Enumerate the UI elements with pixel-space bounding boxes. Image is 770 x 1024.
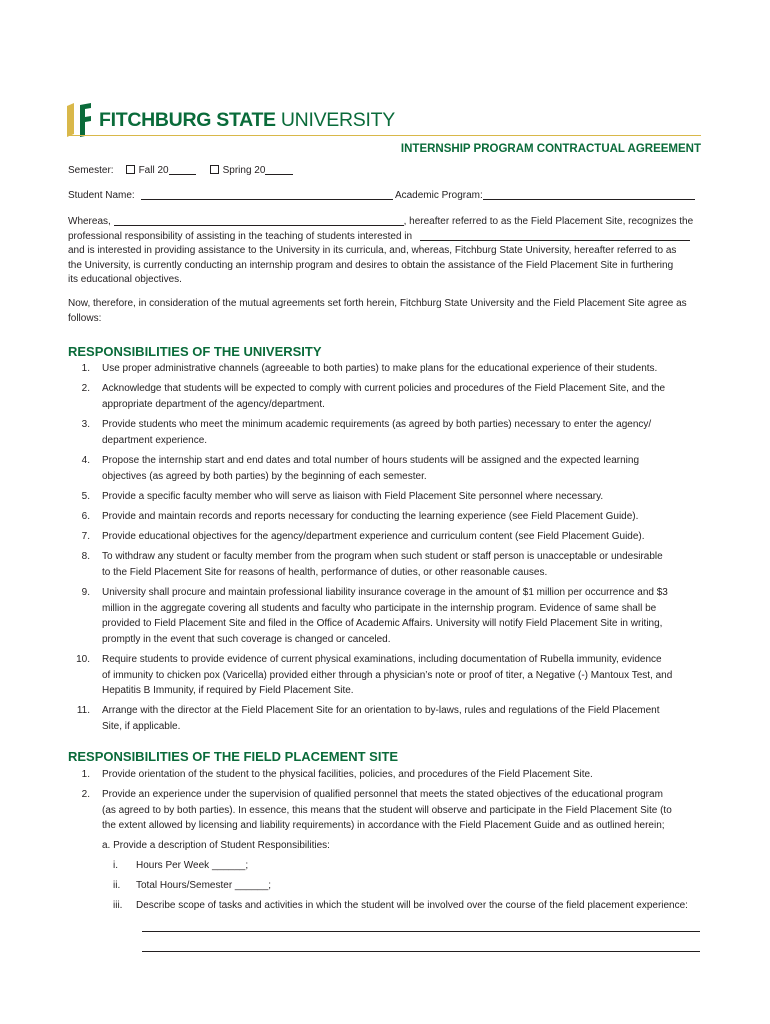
spring-year-field[interactable] [265, 165, 293, 175]
spring-checkbox[interactable] [210, 165, 219, 174]
spring-label: Spring 20 [222, 165, 266, 176]
semester-label: Semester: [68, 165, 114, 176]
student-name-field[interactable] [141, 190, 393, 200]
university-item-number: 7. [81, 531, 90, 542]
site-item-number: 2. [81, 789, 90, 800]
fall-checkbox[interactable] [126, 165, 135, 174]
university-item-text [102, 417, 702, 448]
university-item-line: Site, if applicable. [102, 720, 181, 732]
university-item-number: 5. [81, 491, 90, 502]
logo-bold-text: FITCHBURG STATE [99, 109, 276, 131]
whereas-line-3: and is interested in providing assistance to the University in its curricula, and, whereas, Fitchburg State University, hereafter referred to as [68, 245, 677, 256]
university-item-line: objectives (as agreed by both parties) by the beginning of each semester. [102, 470, 427, 482]
university-item-number: 8. [81, 551, 90, 562]
university-item-line: Hepatitis B Immunity, if required by Field Placement Site. [102, 685, 354, 697]
student-name-label: Student Name: [68, 190, 135, 201]
university-item-number: 1. [81, 363, 90, 374]
university-item-line: Provide a specific faculty member who will serve as liaison with Field Placement Site personnel where necessary. [102, 491, 604, 502]
university-logo [67, 103, 397, 137]
scope-answer-line-1[interactable] [142, 931, 700, 932]
university-item-line: To withdraw any student or faculty member from the program when such student or staff person is unacceptable or undesirable [102, 551, 663, 562]
university-item-line: department experience. [102, 434, 208, 446]
university-item-text [102, 703, 702, 734]
university-item-text [102, 381, 702, 412]
whereas-line-5: its educational objectives. [68, 274, 182, 285]
whereas-line-4: the University, is currently conducting an internship program and desires to obtain the assistance of the Field Placement Site in furthering [68, 260, 674, 271]
university-item-number: 3. [81, 419, 90, 430]
university-item-number: 10. [76, 654, 90, 665]
university-item-text [102, 361, 702, 377]
university-item-number: 9. [81, 587, 90, 598]
university-item-line: Provide educational objectives for the agency/department experience and curriculum content (see Field Placement Guide). [102, 531, 645, 542]
university-item-line: appropriate department of the agency/department. [102, 398, 325, 410]
academic-program-field[interactable] [483, 190, 695, 200]
logo-wordmark [99, 109, 395, 132]
university-item-text [102, 585, 702, 648]
university-item-line: Acknowledge that students will be expected to comply with current policies and procedures of the Field Placement Site, and the [102, 383, 666, 394]
hours-per-week-item: Hours Per Week ______; [136, 860, 249, 871]
university-item-line: Provide and maintain records and reports necessary for conducting the learning experience (see Field Placement Guide). [102, 511, 639, 522]
whereas-line-2-text: professional responsibility of assisting in the teaching of students interested in [68, 231, 413, 242]
university-item-text [102, 509, 702, 525]
university-item-text [102, 529, 702, 545]
field-of-interest-field[interactable] [420, 231, 690, 241]
university-item-text [102, 652, 702, 699]
sub-item-a: a. Provide a description of Student Responsibilities: [102, 840, 330, 851]
roman-num-1: i. [113, 860, 118, 871]
site-item-line: the extent allowed by licensing and liability requirements) in accordance with the Field Placement Guide and as outlined herein; [102, 820, 665, 832]
site-item-line: Provide orientation of the student to the physical facilities, policies, and procedures of the Field Placement Site. [102, 769, 593, 780]
fall-year-field[interactable] [169, 165, 196, 175]
academic-program-label: Academic Program: [394, 190, 483, 201]
roman-num-2: ii. [113, 880, 121, 891]
site-item-line: (as agreed to by both parties). In essence, this means that the student will observe and participate in the Field Placement Site (to [102, 804, 672, 816]
site-item-line: Provide an experience under the supervision of qualified personnel that meets the stated objectives of the educational program [102, 789, 663, 800]
scope-answer-line-2[interactable] [142, 951, 700, 952]
university-section-heading: RESPONSIBILITIES OF THE UNIVERSITY [68, 344, 322, 359]
whereas-start: Whereas, [68, 216, 111, 227]
site-item-text [102, 767, 702, 783]
university-item-number: 11. [76, 705, 90, 716]
university-item-number: 2. [81, 383, 90, 394]
header-rule [67, 135, 701, 136]
university-item-text [102, 489, 702, 505]
university-item-line: million in the aggregate covering all students and faculty who participate in the internship program. Evidence of same shall be [102, 602, 657, 614]
university-item-text [102, 549, 702, 580]
total-hours-item: Total Hours/Semester ______; [136, 880, 272, 891]
semester-row [68, 165, 293, 176]
logo-light-text: UNIVERSITY [280, 109, 395, 131]
university-item-line: of immunity to chicken pox (Varicella) provided either through a physician’s note or proof of titer, a Negative (-) Mantoux Test, and [102, 669, 673, 681]
logo-mark-icon [67, 103, 95, 137]
university-item-text [102, 453, 702, 484]
student-row [68, 190, 695, 201]
site-item-number: 1. [81, 769, 90, 780]
document-title: INTERNSHIP PROGRAM CONTRACTUAL AGREEMENT [400, 143, 701, 155]
now-line-1: Now, therefore, in consideration of the mutual agreements set forth herein, Fitchburg State University and the Field Placement Site agree as [68, 298, 687, 309]
university-item-line: Provide students who meet the minimum academic requirements (as agreed by both parties) necessary to enter the agency/ [102, 419, 652, 430]
fall-label: Fall 20 [138, 165, 169, 176]
site-section-heading: RESPONSIBILITIES OF THE FIELD PLACEMENT SITE [68, 749, 399, 764]
university-item-line: Propose the internship start and end dates and total number of hours students will be assigned and the expected learning [102, 455, 640, 466]
whereas-line-2 [68, 231, 690, 242]
whereas-mid: , hereafter referred to as the Field Placement Site, recognizes the [403, 216, 694, 227]
university-item-line: to the Field Placement Site for reasons of health, performance of duties, or other reasonable causes. [102, 566, 548, 578]
university-item-line: Arrange with the director at the Field Placement Site for an orientation to by-laws, rules and regulations of the Field Placement [102, 705, 660, 716]
university-item-number: 4. [81, 455, 90, 466]
university-item-line: University shall procure and maintain professional liability insurance coverage in the amount of $1 million per occurrence and $3 [102, 587, 668, 598]
university-item-line: Use proper administrative channels (agreeable to both parties) to make plans for the educational experience of their students. [102, 363, 658, 374]
university-item-line: promptly in the event that such coverage is changed or canceled. [102, 634, 391, 646]
now-line-2: follows: [68, 313, 102, 324]
scope-of-tasks-item: Describe scope of tasks and activities in which the student will be involved over the course of the field placement experience: [136, 900, 688, 911]
university-item-line: Require students to provide evidence of current physical examinations, including documentation of Rubella immunity, evidence [102, 654, 662, 665]
site-item-text [102, 787, 702, 834]
university-item-line: provided to Field Placement Site and filed in the Office of Academic Affairs. University will notify Field Placement Site in writing, [102, 618, 663, 630]
roman-num-3: iii. [113, 900, 123, 911]
university-item-number: 6. [81, 511, 90, 522]
placement-site-name-field[interactable] [114, 216, 404, 226]
whereas-line-1 [68, 216, 693, 227]
